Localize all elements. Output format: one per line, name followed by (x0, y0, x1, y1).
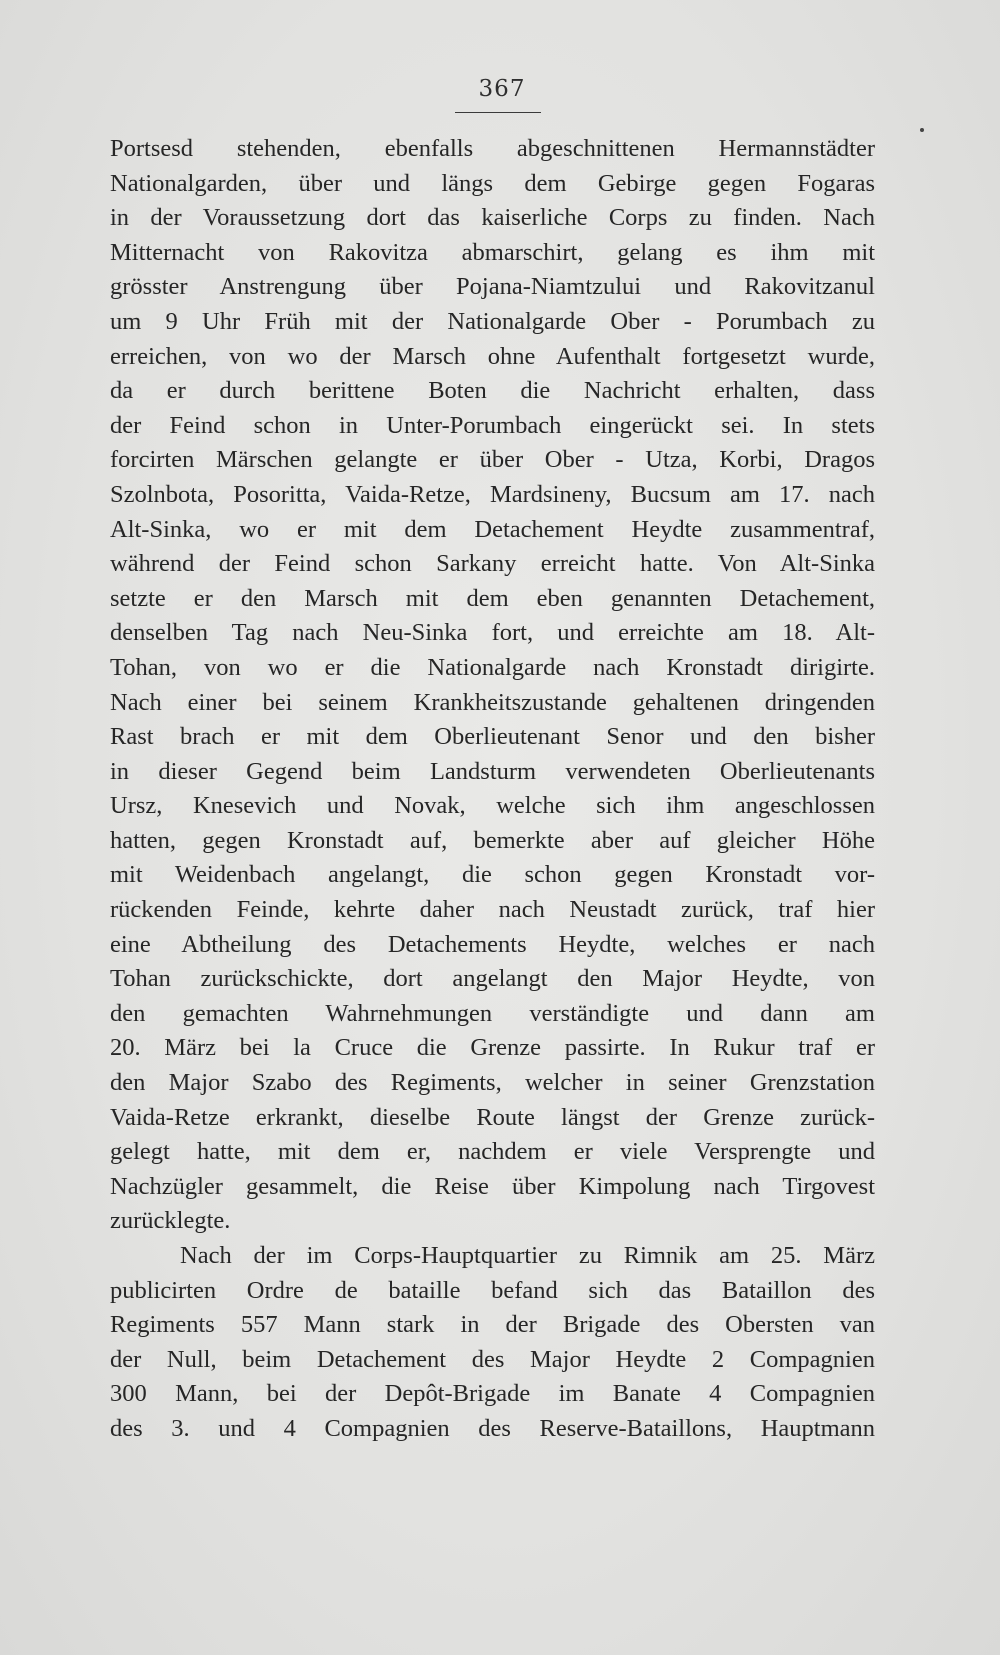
paragraph-1 (110, 132, 875, 1239)
text-line: forcirten Märschen gelangte er über Ober - Utza, Korbi, Dragos (110, 446, 875, 474)
text-line: den gemachten Wahrnehmungen verständigte und dann am (110, 999, 875, 1027)
text-line: mit Weidenbach angelangt, die schon gegen Kronstadt vor- (110, 861, 875, 889)
text-line: Nationalgarden, über und längs dem Gebirge gegen Fogaras (110, 169, 875, 197)
margin-speck (920, 128, 924, 132)
text-line: rückenden Feinde, kehrte daher nach Neustadt zurück, traf hier (110, 896, 875, 924)
text-line: Tohan, von wo er die Nationalgarde nach Kronstadt dirigirte. (110, 653, 875, 681)
text-line: eine Abtheilung des Detachements Heydte, welches er nach (110, 930, 875, 958)
text-line: Vaida-Retze erkrankt, dieselbe Route längst der Grenze zurück- (110, 1103, 875, 1131)
text-line: Szolnbota, Posoritta, Vaida-Retze, Mardsineny, Bucsum am 17. nach (110, 480, 875, 508)
paragraph-2 (110, 1239, 875, 1447)
text-line: Ursz, Knesevich und Novak, welche sich ihm angeschlossen (110, 792, 875, 820)
text-line: des 3. und 4 Compagnien des Reserve-Bataillons, Hauptmann (110, 1414, 875, 1442)
text-line: Portsesd stehenden, ebenfalls abgeschnittenen Hermannstädter (110, 135, 875, 162)
text-line: der Null, beim Detachement des Major Heydte 2 Compagnien (110, 1345, 875, 1373)
text-line: in dieser Gegend beim Landsturm verwendeten Oberlieutenants (110, 757, 875, 785)
text-line: den Major Szabo des Regiments, welcher in seiner Grenzstation (110, 1069, 875, 1097)
page-number-rule (455, 112, 541, 113)
text-line: der Feind schon in Unter-Porumbach eingerückt sei. In stets (110, 411, 875, 439)
text-line: Nach der im Corps-Hauptquartier zu Rimnik am 25. März (180, 1242, 875, 1269)
text-line: um 9 Uhr Früh mit der Nationalgarde Ober - Porumbach zu (110, 307, 875, 335)
text-line: während der Feind schon Sarkany erreicht hatte. Von Alt-Sinka (110, 550, 875, 578)
text-line: Mitternacht von Rakovitza abmarschirt, gelang es ihm mit (110, 238, 875, 266)
text-line: 300 Mann, bei der Depôt-Brigade im Banate 4 Compagnien (110, 1380, 875, 1408)
text-line: denselben Tag nach Neu-Sinka fort, und erreichte am 18. Alt- (110, 619, 875, 647)
text-line: Regiments 557 Mann stark in der Brigade des Obersten van (110, 1311, 875, 1339)
text-line: erreichen, von wo der Marsch ohne Aufenthalt fortgesetzt wurde, (110, 342, 875, 370)
text-line: zurücklegte. (110, 1207, 231, 1235)
text-line: gelegt hatte, mit dem er, nachdem er viele Versprengte und (110, 1138, 875, 1166)
text-line: grösster Anstrengung über Pojana-Niamtzului und Rakovitzanul (110, 273, 875, 301)
text-line: Nach einer bei seinem Krankheitszustande gehaltenen dringenden (110, 688, 875, 716)
text-line: publicirten Ordre de bataille befand sich das Bataillon des (110, 1276, 875, 1304)
text-line: Rast brach er mit dem Oberlieutenant Senor und den bisher (110, 723, 875, 751)
text-line: hatten, gegen Kronstadt auf, bemerkte aber auf gleicher Höhe (110, 826, 875, 854)
text-line: Nachzügler gesammelt, die Reise über Kimpolung nach Tirgovest (110, 1172, 875, 1200)
text-line: da er durch berittene Boten die Nachricht erhalten, dass (110, 377, 875, 405)
text-line: in der Voraussetzung dort das kaiserliche Corps zu finden. Nach (110, 204, 875, 232)
text-line: setzte er den Marsch mit dem eben genannten Detachement, (110, 584, 875, 612)
body-text (110, 132, 875, 1447)
text-line: 20. März bei la Cruce die Grenze passirte. In Rukur traf er (110, 1034, 875, 1062)
text-line: Tohan zurückschickte, dort angelangt den Major Heydte, von (110, 965, 875, 993)
text-line: Alt-Sinka, wo er mit dem Detachement Heydte zusammentraf, (110, 515, 875, 543)
page-number: 367 (478, 76, 526, 102)
